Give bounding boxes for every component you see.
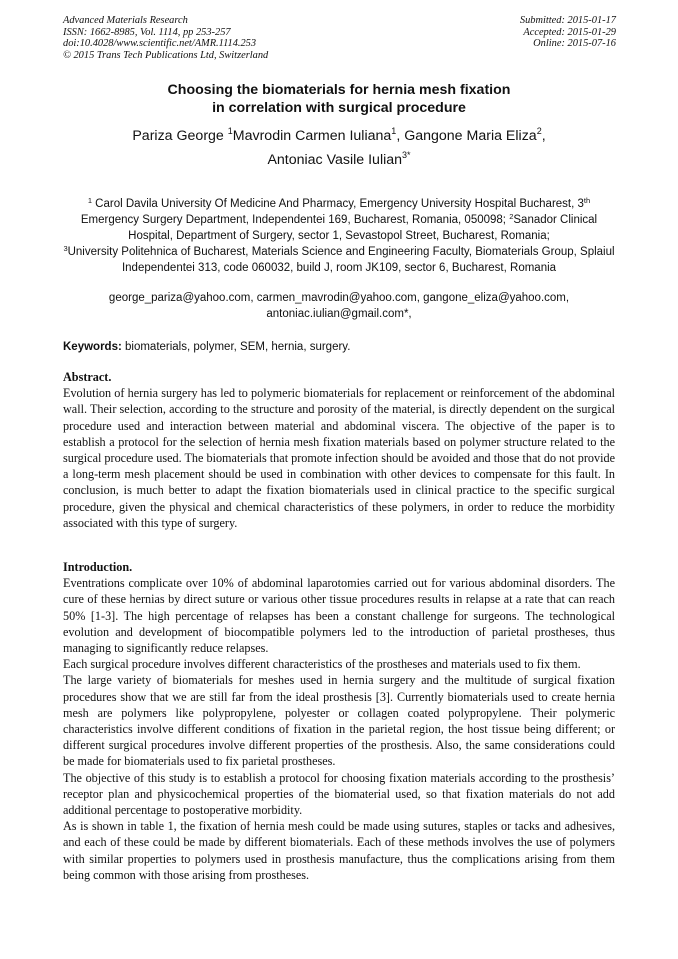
affiliation-text: Emergency Surgery Department, Independentei 169, Bucharest, Romania, 050098;: [80, 214, 510, 226]
email-line-1: george_pariza@yahoo.com, carmen_mavrodin@yahoo.com, gangone_eliza@yahoo.com,: [108, 292, 570, 304]
author-affil-mark: 1: [391, 126, 397, 136]
affil-mark: 2: [509, 212, 514, 221]
affiliation-text: Sanador Clinical Hospital, Department of Surgery, sector 1, Sevastopol Street, Bucharest, Romania;: [128, 214, 598, 242]
affil-mark: 1: [87, 196, 92, 205]
affil-mark: 3: [63, 244, 68, 253]
abstract-heading: Abstract.: [63, 370, 112, 384]
abstract-section: [63, 369, 615, 531]
author-affil-mark: 3*: [402, 150, 411, 160]
abstract-text: Evolution of hernia surgery has led to polymeric biomaterials for replacement or reinforcement of the abdominal wall. Their selection, according to the structure and porosity of the material, is directly dependent on the surgical procedure used and interaction between material and abdominal viscera. The objective of the paper is to establish a protocol for the selection of hernia mesh fixation materials based on polymer structure related to the surgical procedure used. The biomaterials that promote infection should be avoided and those that do not provide a long-term mesh placement should be used in combination with other devices to compensate for this fault. In conclusion, is much better to adapt the fixation biomaterials used in clinical practice to the specific surgical procedure, given the physical and chemical characteristics of these polymers, in order to reduce the morbidity associated with this type of surgery.: [63, 386, 615, 530]
author-list: [63, 124, 615, 172]
author-emails: [63, 290, 615, 322]
author-name: Mavrodin Carmen Iuliana: [232, 128, 392, 144]
affiliations: [63, 196, 615, 276]
intro-paragraph: Each surgical procedure involves different characteristics of the prostheses and materials used to fix them.: [63, 657, 581, 672]
author-affil-mark: 1: [227, 126, 233, 136]
submitted-date: Submitted: 2015-01-17: [519, 15, 616, 26]
introduction-heading: Introduction.: [63, 560, 133, 574]
intro-paragraph: Eventrations complicate over 10% of abdominal laparotomies carried out for various abdominal disorders. The cure of these hernias by direct suture or various other tissue procedures results in relapse at a rate that can reach 50% [1-3]. The high percentage of relapses has been a constant challenge for surgeons. The technological evolution and development of biocompatible polymers led to the introduction of parietal prostheses, thus managing to significantly reduce relapses.: [63, 576, 615, 656]
author-name: , Gangone Maria Eliza: [396, 128, 537, 144]
journal-copyright: © 2015 Trans Tech Publications Ltd, Switzerland: [63, 49, 269, 61]
intro-paragraph: The objective of this study is to establish a protocol for choosing fixation materials according to the prosthesis’ receptor plan and physicochemical properties of the biomaterial used, so that fixation materials do not add additional percentage to postoperative morbidity.: [63, 770, 615, 818]
title-line-2: in correlation with surgical procedure: [212, 100, 466, 116]
author-affil-mark: 2: [536, 126, 542, 136]
intro-paragraph: The large variety of biomaterials for meshes used in hernia surgery and the multitude of surgical fixation procedures show that we are still far from the ideal prosthesis [3]. Currently biomaterials used to create hernia mesh are polymers like polypropylene, polyester or collagen coated polypropylene. Their polymeric characteristics involve different conditions of fixation in the parietal region, the host tissue being different; or different surgical procedures involve different properties of the prosthesis. Also, the same considerations could be made for biomaterials used to fix parietal prostheses.: [63, 673, 615, 769]
paper-title: [63, 81, 615, 117]
author-name: Pariza George: [132, 128, 228, 144]
journal-issn: ISSN: 1662-8985, Vol. 1114, pp 253-257: [63, 26, 231, 38]
keywords: [63, 339, 615, 355]
email-line-2: antoniac.iulian@gmail.com*,: [266, 308, 412, 320]
submission-dates: [520, 15, 616, 50]
intro-paragraph: As is shown in table 1, the fixation of hernia mesh could be made using sutures, staples or tacks and adhesives, and each of these could be made by different biomaterials. Each of these methods involves the use of polymers with similar properties to polymers used in prosthesis manufacture, thus the complications arising from them being common with those arising from prostheses.: [63, 819, 615, 882]
online-date: Online: 2015-07-16: [533, 38, 616, 49]
author-name: Antoniac Vasile Iulian: [267, 152, 403, 168]
keywords-text: biomaterials, polymer, SEM, hernia, surgery.: [121, 341, 351, 353]
keywords-label: Keywords:: [63, 341, 122, 353]
author-line-2: [63, 148, 615, 172]
introduction-section: [63, 559, 615, 883]
affiliation-text: Carol Davila University Of Medicine And Pharmacy, Emergency University Hospital Bucharest, 3: [91, 198, 584, 210]
title-line-1: Choosing the biomaterials for hernia mesh fixation: [167, 82, 511, 98]
author-line-1: [63, 124, 615, 148]
journal-info: [63, 15, 268, 61]
accepted-date: Accepted: 2015-01-29: [523, 26, 616, 38]
affiliation-text: University Politehnica of Bucharest, Materials Science and Engineering Faculty, Biomaterials Group, Splaiul Independentei 313, code 060032, build J, room JK109, sector 6, Bucharest, Romania: [67, 246, 615, 274]
ordinal-suffix: th: [583, 196, 591, 205]
journal-name: Advanced Materials Research: [63, 15, 188, 26]
author-separator: ,: [541, 128, 546, 144]
journal-doi: doi:10.4028/www.scientific.net/AMR.1114.253: [63, 38, 257, 49]
